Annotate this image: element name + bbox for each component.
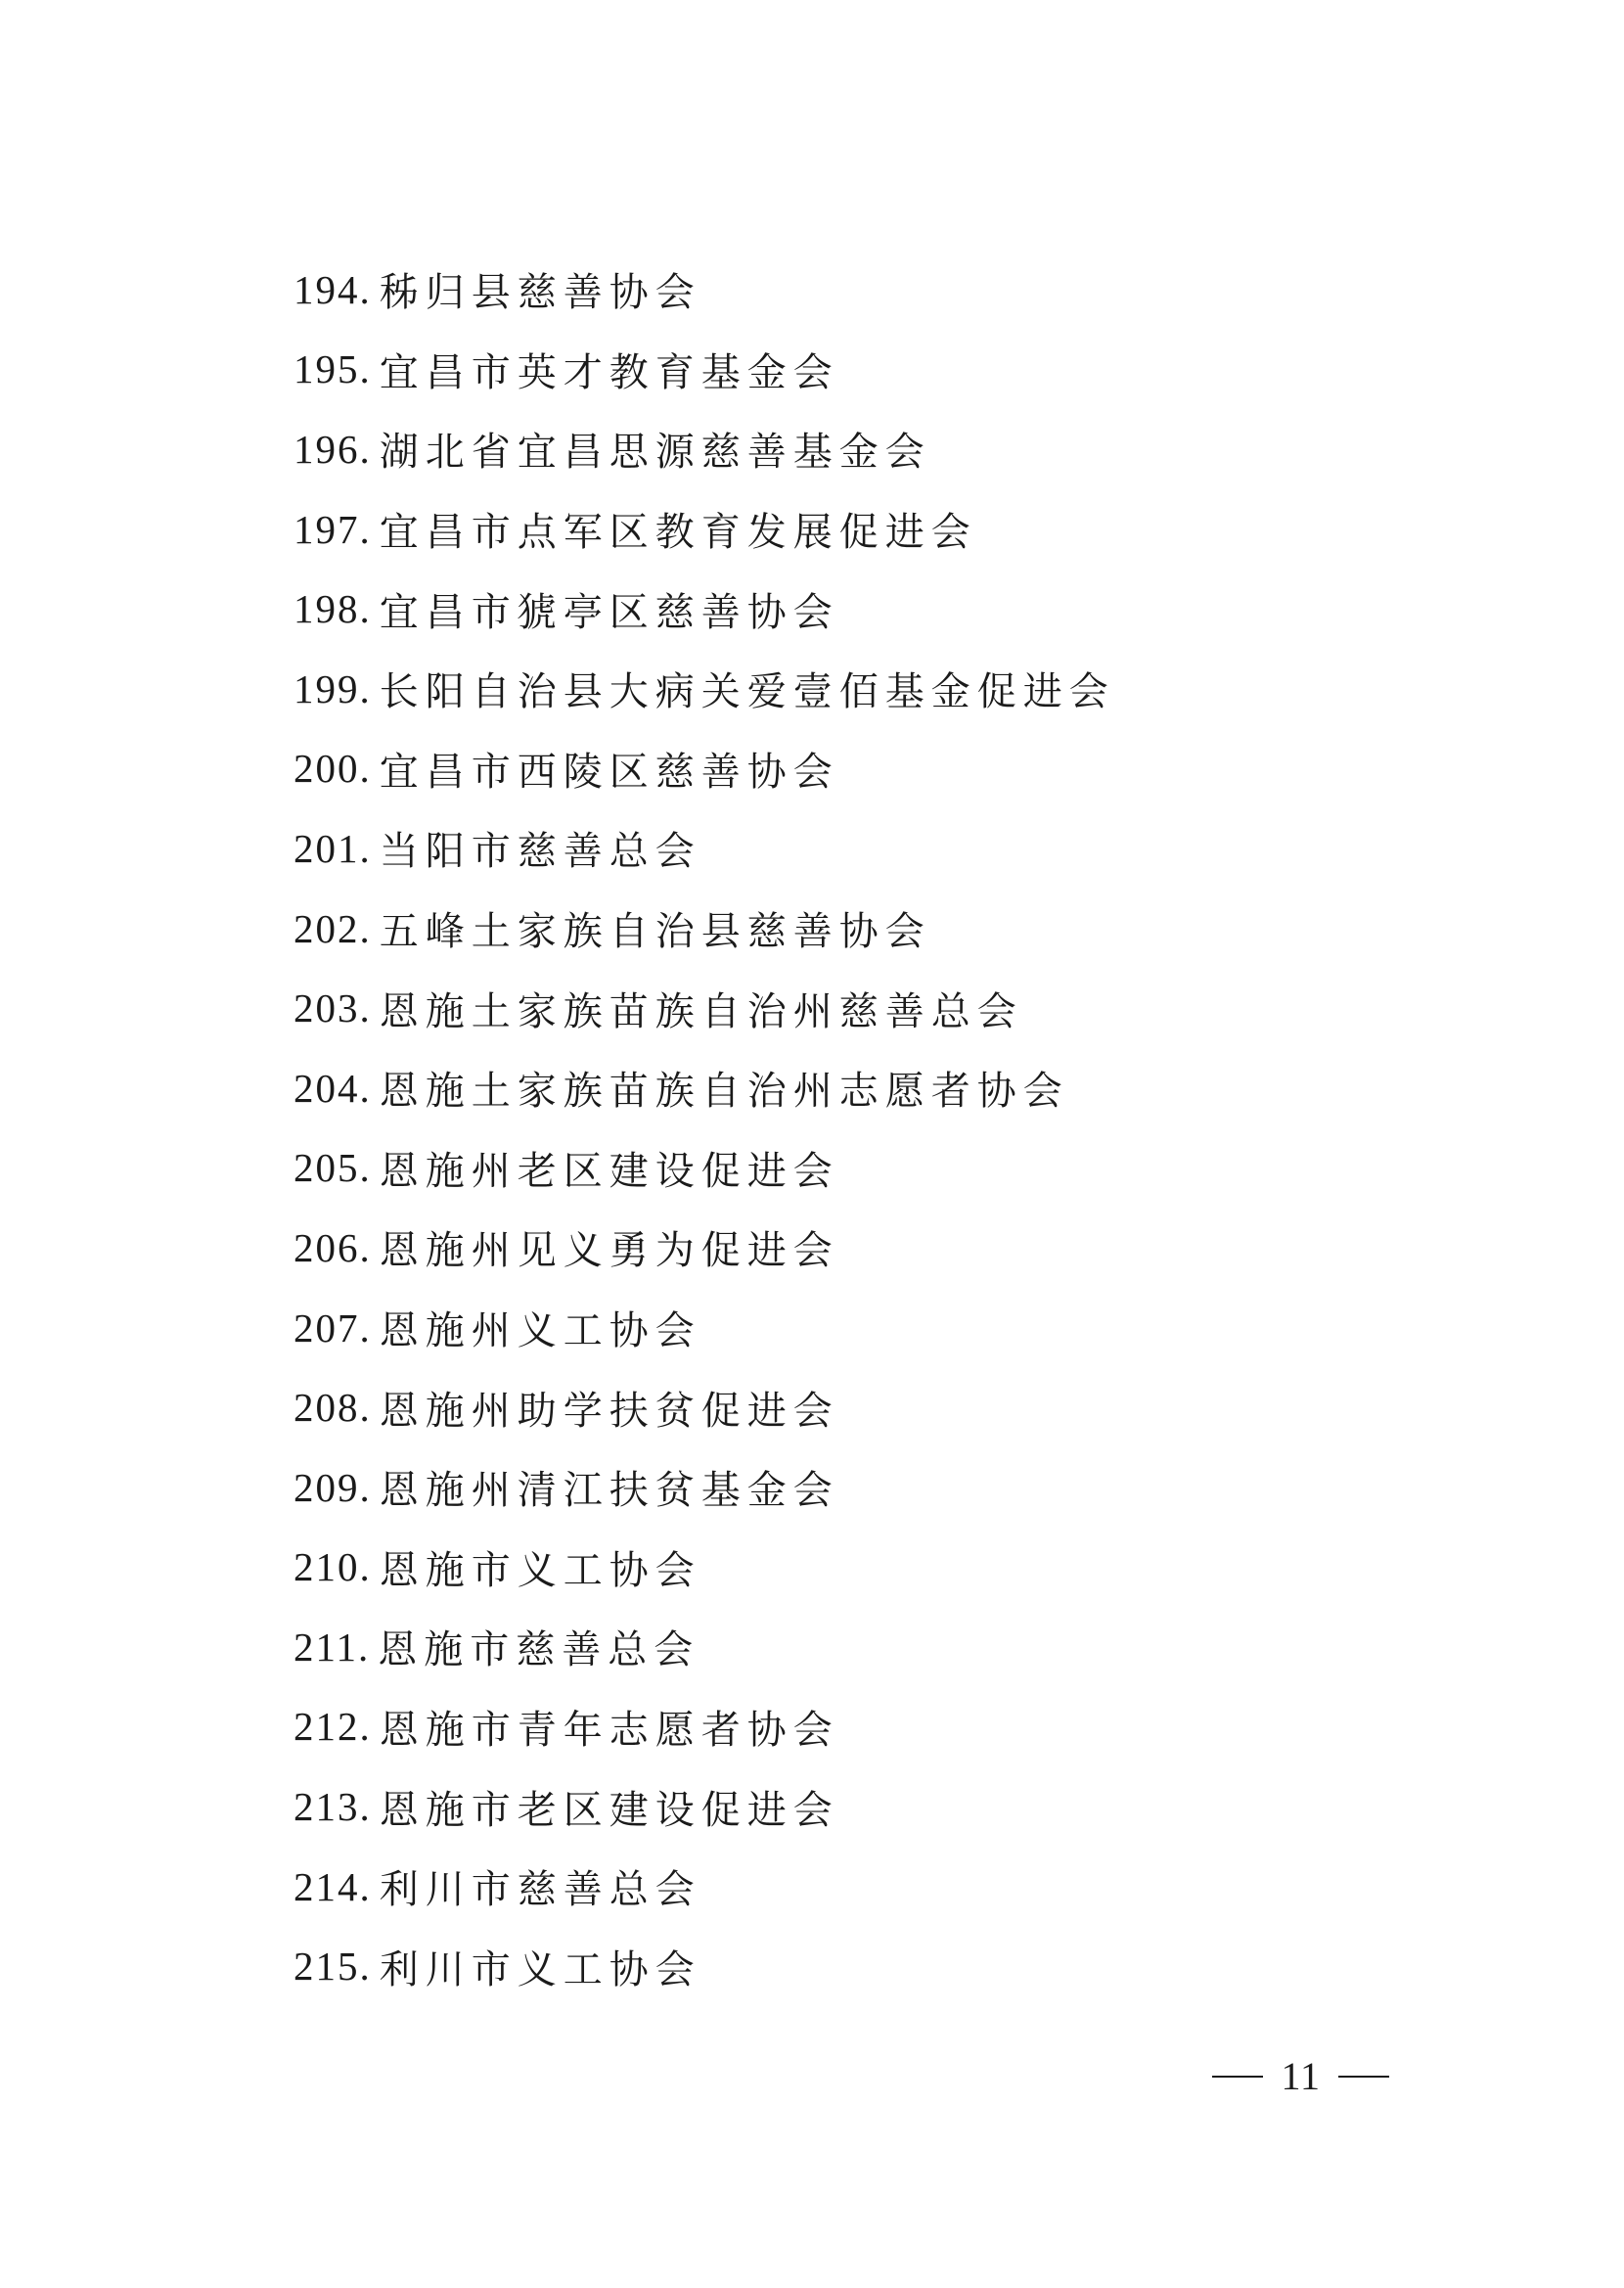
item-number: 206. <box>293 1224 372 1270</box>
item-name: 恩施市慈善总会 <box>378 1627 700 1673</box>
list-item <box>293 1447 1115 1528</box>
item-name: 利川市义工协会 <box>379 1946 701 1992</box>
list-item <box>293 889 1115 969</box>
item-number: 207. <box>293 1304 372 1350</box>
list-item <box>293 330 1115 410</box>
item-name: 恩施州助学扶贫促进会 <box>379 1388 839 1434</box>
item-name: 当阳市慈善总会 <box>379 829 701 875</box>
item-name: 恩施州义工协会 <box>379 1308 701 1354</box>
list-item <box>293 409 1115 489</box>
list-item <box>293 1766 1115 1847</box>
left-dash <box>1212 2076 1263 2078</box>
item-number: 202. <box>293 905 372 951</box>
item-number: 198. <box>293 586 372 632</box>
list-item <box>293 1367 1115 1447</box>
list-item <box>293 1847 1115 1927</box>
item-number: 194. <box>293 266 372 312</box>
item-name: 恩施州老区建设促进会 <box>379 1148 839 1194</box>
list-item <box>293 1128 1115 1209</box>
item-name: 恩施土家族苗族自治州慈善总会 <box>379 988 1023 1034</box>
list-item <box>293 1926 1115 2006</box>
right-dash <box>1338 2076 1389 2078</box>
item-name: 恩施市义工协会 <box>379 1547 701 1593</box>
item-name: 长阳自治县大病关爱壹佰基金促进会 <box>379 669 1115 715</box>
item-name: 宜昌市西陵区慈善协会 <box>379 749 839 795</box>
list-item <box>293 1528 1115 1608</box>
item-number: 199. <box>293 665 372 711</box>
item-number: 212. <box>293 1704 372 1750</box>
item-name: 湖北省宜昌思源慈善基金会 <box>379 430 931 476</box>
item-number: 208. <box>293 1385 372 1431</box>
list-item <box>293 729 1115 809</box>
item-number: 196. <box>293 426 372 472</box>
item-name: 恩施州清江扶贫基金会 <box>379 1468 839 1514</box>
list-item <box>293 1288 1115 1368</box>
list-item <box>293 1208 1115 1288</box>
item-number: 195. <box>293 346 372 392</box>
item-number: 197. <box>293 506 372 552</box>
item-name: 宜昌市英才教育基金会 <box>379 349 839 395</box>
item-number: 209. <box>293 1464 372 1510</box>
item-number: 204. <box>293 1065 372 1111</box>
item-name: 五峰土家族自治县慈善协会 <box>379 909 931 955</box>
item-name: 宜昌市猇亭区慈善协会 <box>379 589 839 635</box>
page-number: 11 <box>1281 2054 1321 2098</box>
page-footer <box>1212 2053 1389 2099</box>
item-number: 215. <box>293 1944 372 1990</box>
item-number: 211. <box>293 1624 371 1670</box>
item-number: 200. <box>293 746 372 792</box>
item-name: 秭归县慈善协会 <box>379 270 701 316</box>
item-name: 宜昌市点军区教育发展促进会 <box>379 510 977 556</box>
item-name: 恩施市老区建设促进会 <box>379 1787 839 1833</box>
list-item <box>293 968 1115 1048</box>
item-number: 210. <box>293 1544 372 1590</box>
organization-list <box>293 250 1115 2006</box>
item-number: 205. <box>293 1145 372 1191</box>
list-item <box>293 1048 1115 1128</box>
item-number: 201. <box>293 825 372 871</box>
item-name: 恩施土家族苗族自治州志愿者协会 <box>379 1069 1069 1115</box>
list-item <box>293 250 1115 330</box>
item-name: 利川市慈善总会 <box>379 1867 701 1913</box>
item-name: 恩施市青年志愿者协会 <box>379 1707 839 1753</box>
list-item <box>293 489 1115 570</box>
item-number: 214. <box>293 1863 372 1909</box>
list-item <box>293 808 1115 889</box>
item-number: 213. <box>293 1784 372 1830</box>
item-number: 203. <box>293 985 372 1031</box>
list-item <box>293 1607 1115 1687</box>
list-item <box>293 649 1115 729</box>
list-item <box>293 569 1115 649</box>
item-name: 恩施州见义勇为促进会 <box>379 1228 839 1274</box>
list-item <box>293 1687 1115 1767</box>
